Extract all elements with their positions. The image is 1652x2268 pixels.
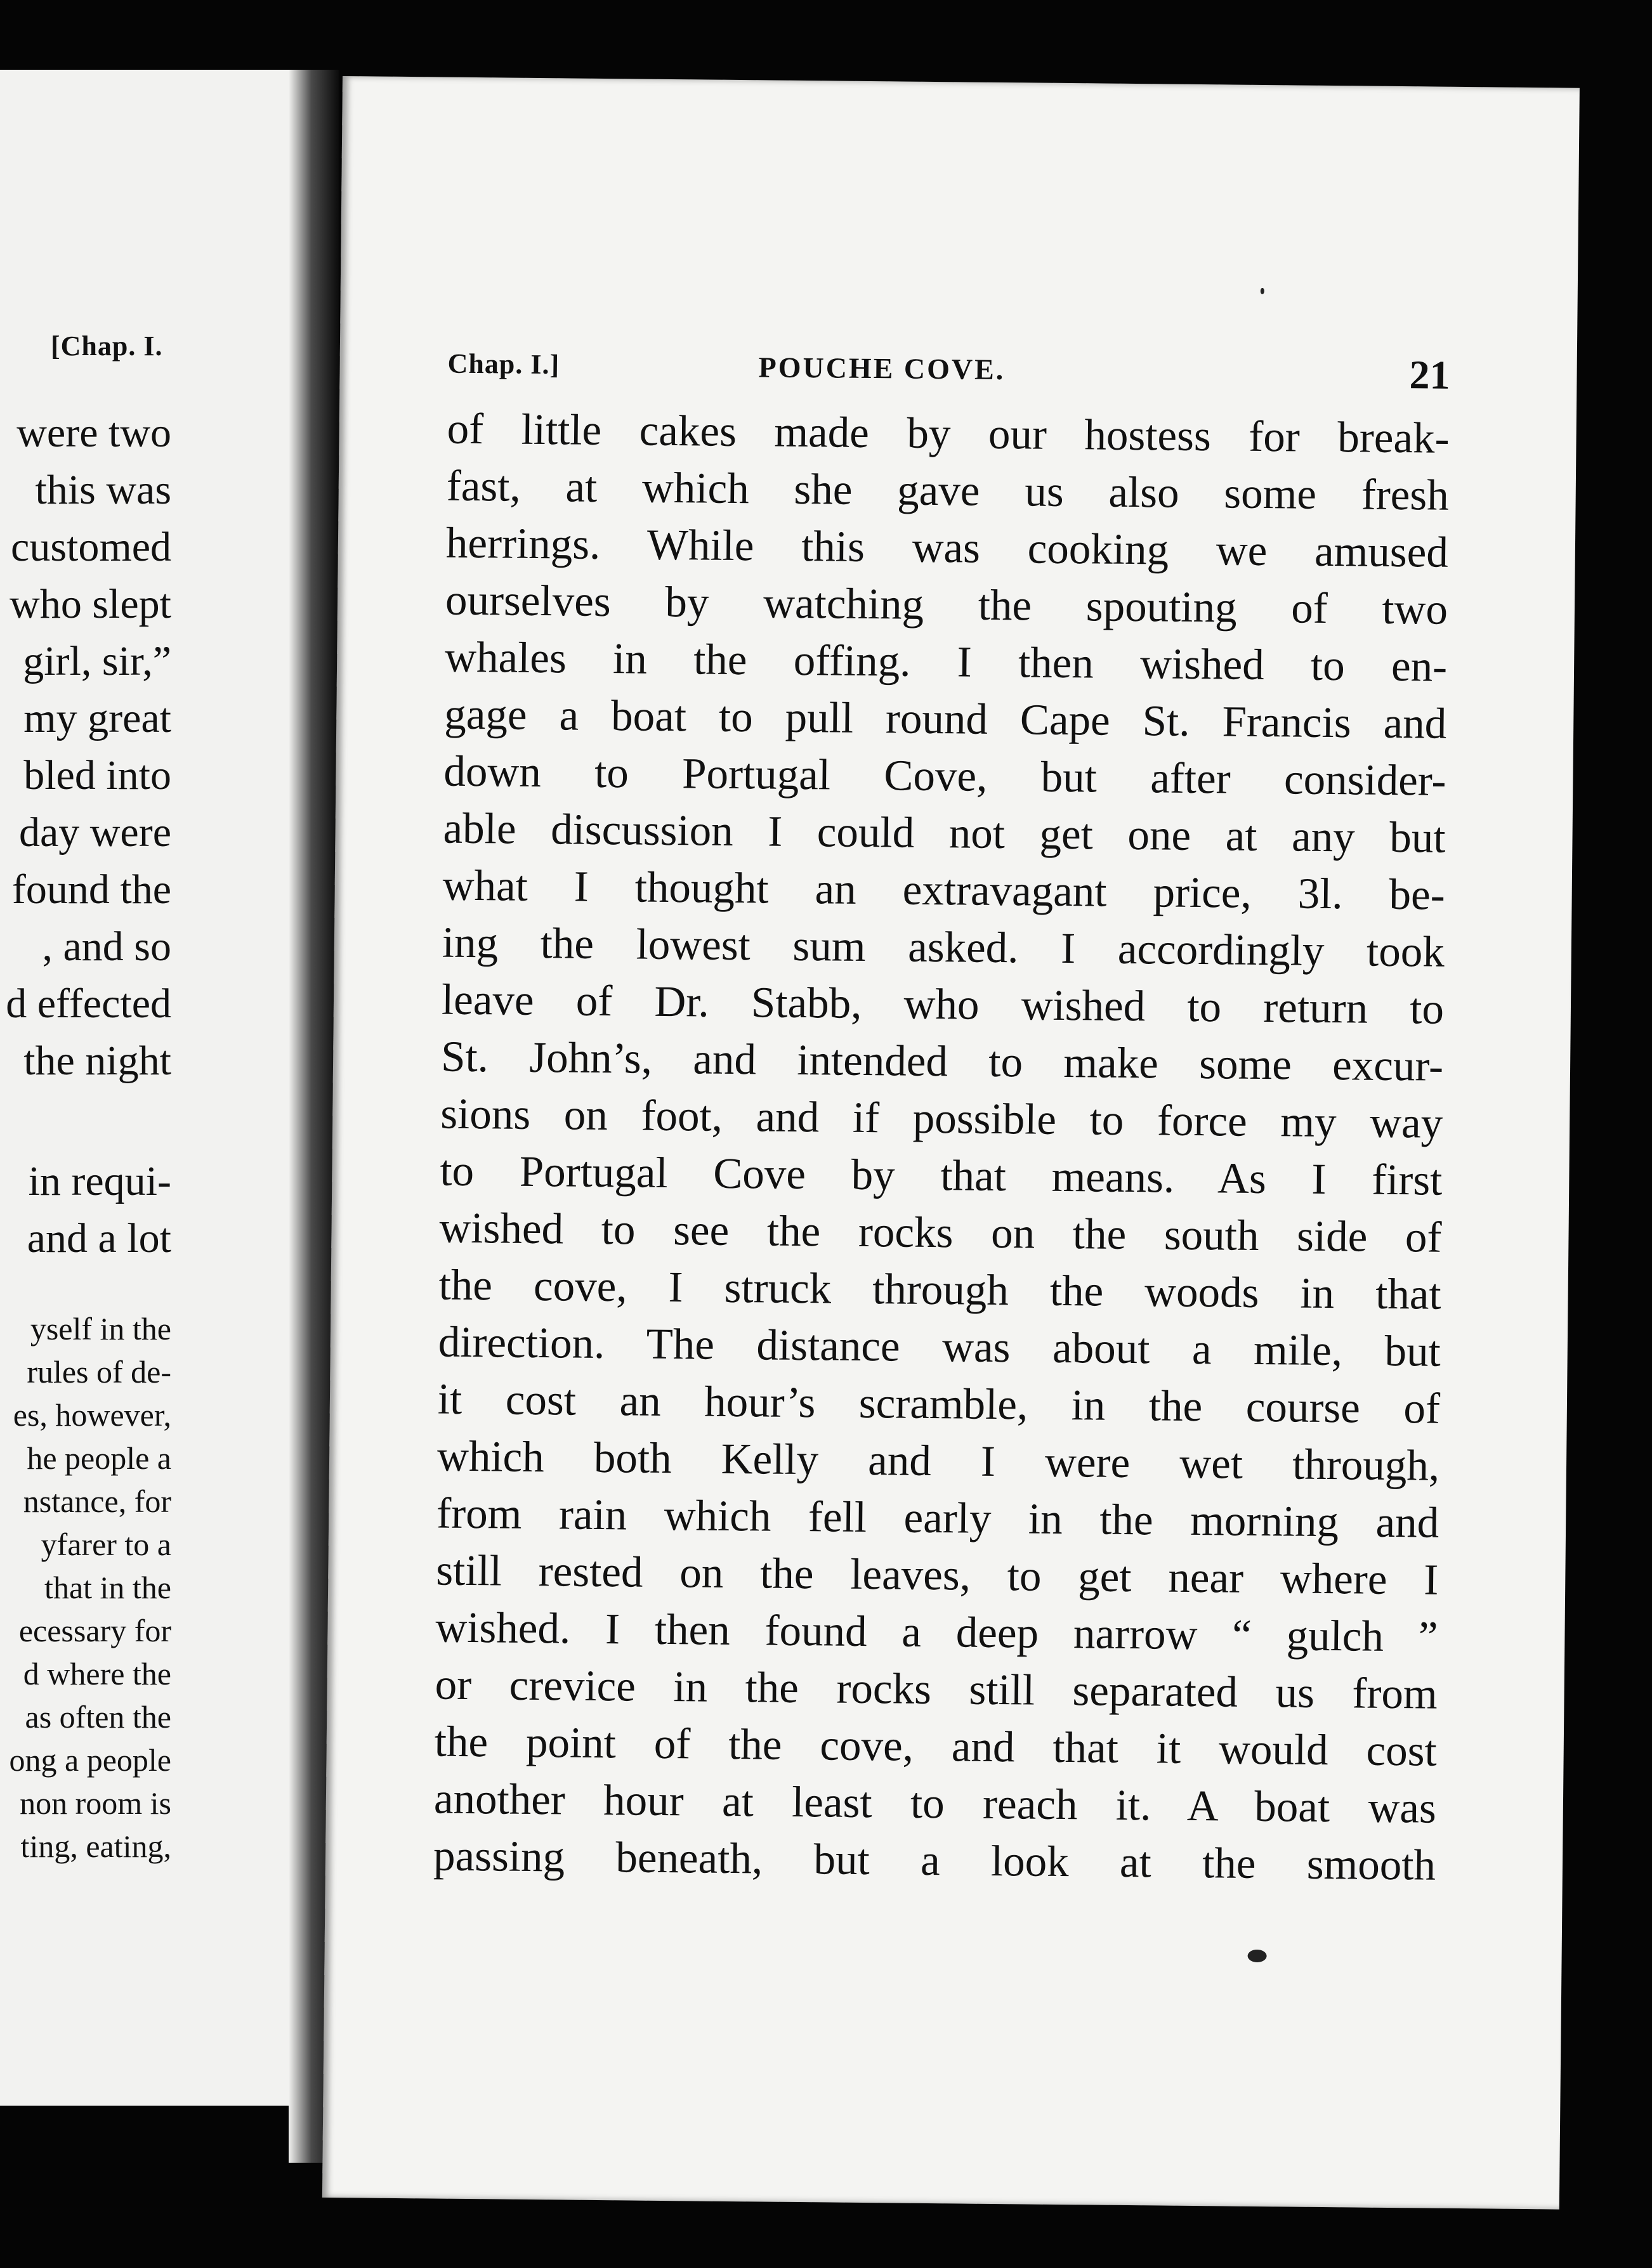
text-line: down to Portugal Cove, but after consider- <box>443 746 1446 805</box>
left-note-line: ong a people <box>9 1742 171 1778</box>
left-note-line: yself in the <box>30 1311 171 1346</box>
text-line: of little cakes made by our hostess for break- <box>447 404 1450 462</box>
left-text-line: this was <box>35 467 171 513</box>
running-head <box>447 342 1450 403</box>
text-line: or crevice in the rocks still separated us from <box>435 1660 1438 1718</box>
left-note-line: rules of de- <box>27 1354 171 1390</box>
left-text-line: bled into <box>23 752 171 798</box>
text-line: ing the lowest sum asked. I accordingly took <box>442 918 1445 976</box>
left-text-line: customed <box>11 524 171 570</box>
text-line: wished to see the rocks on the south side of <box>439 1203 1442 1261</box>
text-line: gage a boat to pull round Cape St. Francis and <box>443 689 1447 748</box>
left-text-line: in requi- <box>28 1158 171 1204</box>
left-text-line: the night <box>23 1038 171 1084</box>
left-note-line: nstance, for <box>23 1483 171 1519</box>
left-text-line: were two <box>16 410 171 456</box>
left-note-line: he people a <box>27 1440 171 1476</box>
text-line: passing beneath, but a look at the smooth <box>433 1831 1436 1889</box>
left-note-line: es, however, <box>13 1397 171 1433</box>
text-line: herrings. While this was cooking we amused <box>445 518 1449 577</box>
text-line: leave of Dr. Stabb, who wished to return to <box>441 975 1445 1033</box>
text-line: still rested on the leaves, to get near where I <box>436 1546 1439 1604</box>
left-note-line: ecessary for <box>18 1613 171 1648</box>
left-text-line: and a lot <box>27 1215 171 1261</box>
left-page <box>0 70 311 2106</box>
left-text-line: , and so <box>42 923 171 970</box>
left-text-line: my great <box>23 695 171 741</box>
text-line: whales in the offing. I then wished to en- <box>444 632 1448 691</box>
text-line: the point of the cove, and that it would cost <box>434 1717 1438 1775</box>
text-line: sions on foot, and if possible to force my way <box>440 1089 1443 1147</box>
left-text-line: d effected <box>6 981 171 1027</box>
text-line: another hour at least to reach it. A boat was <box>433 1774 1437 1832</box>
text-line: ourselves by watching the spouting of two <box>445 575 1448 634</box>
text-line: the cove, I struck through the woods in that <box>438 1260 1442 1319</box>
text-line: wished. I then found a deep narrow “ gulch ” <box>435 1603 1438 1661</box>
left-note-line: yfarer to a <box>41 1527 171 1562</box>
left-text-line: day were <box>18 809 171 856</box>
text-line: from rain which fell early in the morning and <box>436 1489 1439 1547</box>
page-number: 21 <box>1409 352 1450 398</box>
left-text-line: found the <box>11 866 171 913</box>
left-note-line: non room is <box>20 1785 171 1821</box>
page-title: POUCHE COVE. <box>758 351 1006 386</box>
right-page <box>322 76 1580 2210</box>
text-line: St. John’s, and intended to make some excur- <box>440 1032 1444 1090</box>
left-text-line: girl, sir,” <box>23 638 171 684</box>
chapter-marker: Chap. I.] <box>447 348 560 381</box>
left-note-line: that in the <box>44 1570 171 1605</box>
text-line: able discussion I could not get one at any but <box>443 804 1446 862</box>
ink-speck <box>1261 288 1264 294</box>
ink-blot <box>1248 1950 1267 1962</box>
text-line: what I thought an extravagant price, 3l. be- <box>442 861 1446 919</box>
text-line: it cost an hour’s scramble, in the course of <box>437 1374 1441 1433</box>
left-note-line: ting, eating, <box>20 1828 171 1864</box>
text-line: fast, at which she gave us also some fresh <box>446 461 1450 519</box>
text-line: which both Kelly and I were wet through, <box>436 1431 1440 1490</box>
left-note-line: as often the <box>25 1699 171 1735</box>
text-line: to Portugal Cove by that means. As I first <box>440 1146 1443 1204</box>
left-running-head: [Chap. I. <box>51 330 163 362</box>
text-line: direction. The distance was about a mile, but <box>438 1317 1441 1376</box>
left-text-line: who slept <box>10 581 171 627</box>
left-note-line: d where the <box>23 1656 171 1691</box>
